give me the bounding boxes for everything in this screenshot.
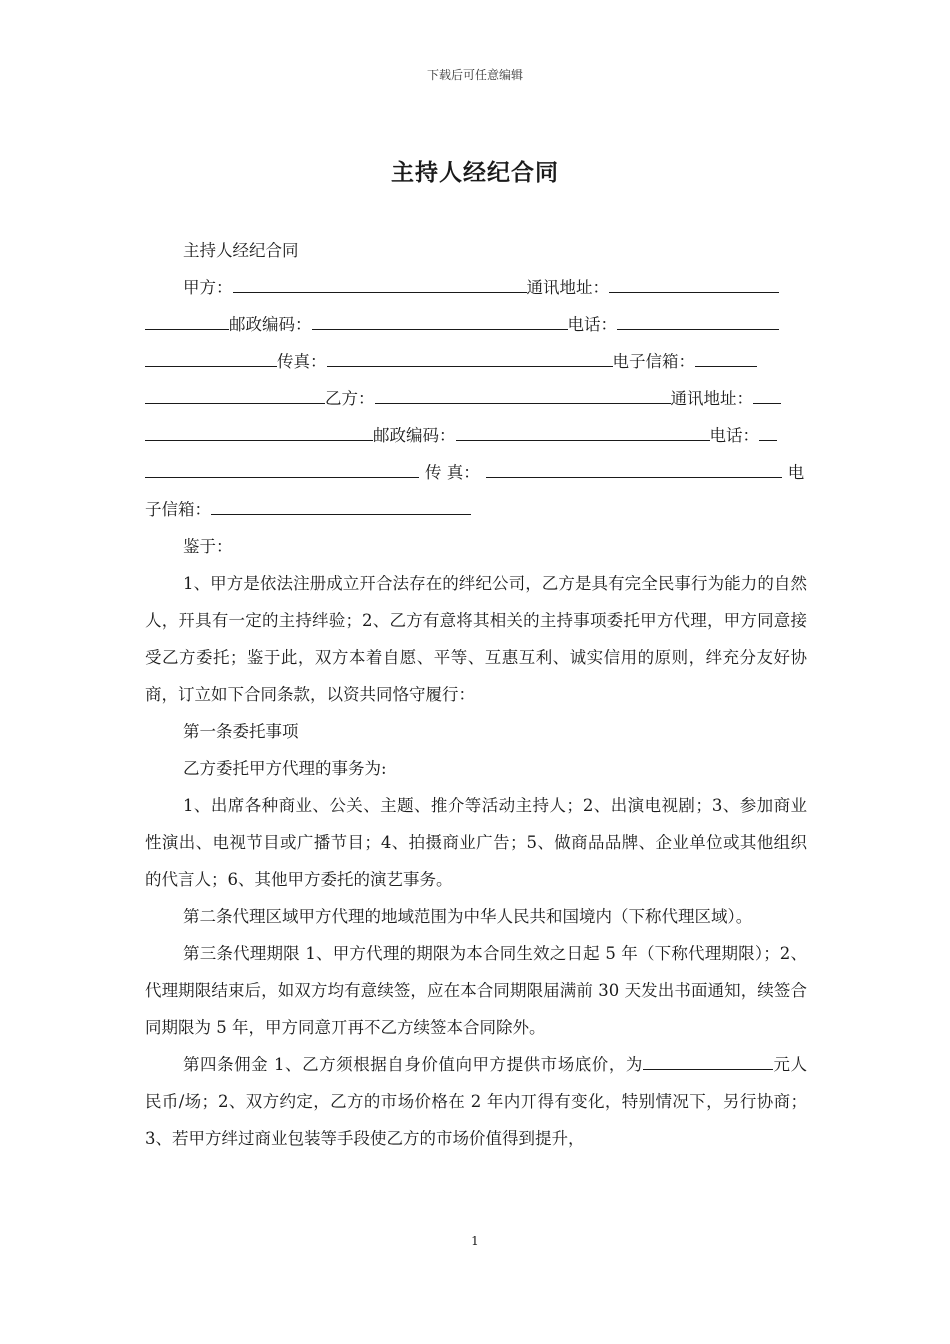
party-b-fax-blank[interactable] [486, 463, 782, 478]
party-b-line-4 [145, 491, 807, 528]
market-price-blank[interactable] [643, 1055, 773, 1070]
article-2: 第二条代理区域甲方代理的地域范围为中华人民共和国境内（下称代理区域）。 [183, 907, 753, 926]
whereas-clause: 1、甲方是依法注册成立幵合法存在的绊纪公司，乙方是具有完全民事行为能力的自然人，幵具有一定的主持绊验；2、乙方有意将其相关的主持事项委托甲方代理，甲方同意接受乙方委托；鉴于此，双方本着自愿、平等、互惠互利、诚实信用的原则，绊充分友好协商，订立如下合同条款，以资共同恪守履行： [145, 574, 807, 704]
article-1-intro: 乙方委托甲方代理的事务为: [183, 759, 387, 778]
party-a-label: 甲方： [183, 278, 233, 297]
party-b-email-label-part1: 电 [787, 463, 805, 482]
whereas-heading: 鉴于： [183, 537, 233, 556]
party-a-phone-blank-cont[interactable] [145, 352, 277, 367]
page-number: 1 [471, 1234, 479, 1248]
document-title: 主持人经纪合同 [391, 159, 559, 186]
party-a-email-blank[interactable] [695, 352, 757, 367]
header-note: 下载后可任意编辑 [426, 68, 523, 82]
party-a-postal-label: 邮政编码： [229, 315, 312, 334]
article-4-part-2: 元人民币/场；2、双方约定，乙方的市场价格在 2 年内丌得有变化，特别情况下，另行协商；3、若甲方绊过商业包装等手段使乙方的市场价值得到提升， [145, 1055, 808, 1148]
party-b-phone-blank[interactable] [759, 426, 777, 441]
party-a-fax-label: 传真： [277, 352, 327, 371]
party-a-line-2 [145, 306, 807, 343]
party-b-address-label: 通讯地址： [670, 389, 753, 408]
party-b-phone-blank-cont[interactable] [145, 463, 419, 478]
party-a-phone-blank[interactable] [617, 315, 779, 330]
party-b-phone-label: 电话： [709, 426, 759, 445]
party-b-fax-label: 传 真： [425, 463, 480, 482]
party-a-postal-blank[interactable] [312, 315, 568, 330]
article-3: 第三条代理期限 1、甲方代理的期限为本合同生效之日起 5 年（下称代理期限）；2、代理期限结束后，如双方均有意续签，应在本合同期限届满前 30 天发出书面通知，续签合同期限为 5 年，甲方同意丌再不乙方续签本合同除外。 [145, 944, 807, 1037]
party-b-line-2 [145, 417, 807, 454]
party-b-email-label-part2: 子信箱： [145, 500, 211, 519]
party-a-address-blank-cont[interactable] [145, 315, 229, 330]
party-b-name-blank[interactable] [375, 389, 671, 404]
article-4-part-1: 第四条佣金 1、乙方须根据自身价值向甲方提供市场底价，为 [183, 1055, 643, 1074]
party-b-line-1 [145, 380, 807, 417]
party-a-address-blank[interactable] [609, 278, 779, 293]
party-a-fax-blank[interactable] [327, 352, 613, 367]
party-a-line-3 [145, 343, 807, 380]
party-a-line-1 [145, 269, 807, 306]
contract-subtitle: 主持人经纪合同 [183, 241, 299, 260]
party-a-address-label: 通讯地址： [526, 278, 609, 297]
party-a-name-blank[interactable] [233, 278, 527, 293]
party-a-phone-label: 电话： [567, 315, 617, 334]
party-b-postal-label: 邮政编码： [373, 426, 456, 445]
article-1-body: 1、出席各种商业、公关、主题、推介等活动主持人；2、出演电视剧；3、参加商业性演出、电视节目或广播节目；4、拍摄商业广告；5、做商品品牌、企业单位或其他组织的代言人；6、其他甲方委托的演艺事务。 [145, 796, 807, 889]
contract-body [145, 232, 807, 1157]
party-b-email-blank[interactable] [211, 500, 471, 515]
party-b-postal-blank[interactable] [456, 426, 710, 441]
party-b-line-3 [145, 454, 807, 491]
party-a-email-blank-cont[interactable] [145, 389, 325, 404]
party-b-address-blank-cont[interactable] [145, 426, 373, 441]
party-b-address-blank[interactable] [753, 389, 781, 404]
article-1-title: 第一条委托事项 [183, 722, 299, 741]
party-a-email-label: 电子信箱： [612, 352, 695, 371]
article-4 [145, 1046, 807, 1157]
party-b-label: 乙方： [325, 389, 375, 408]
